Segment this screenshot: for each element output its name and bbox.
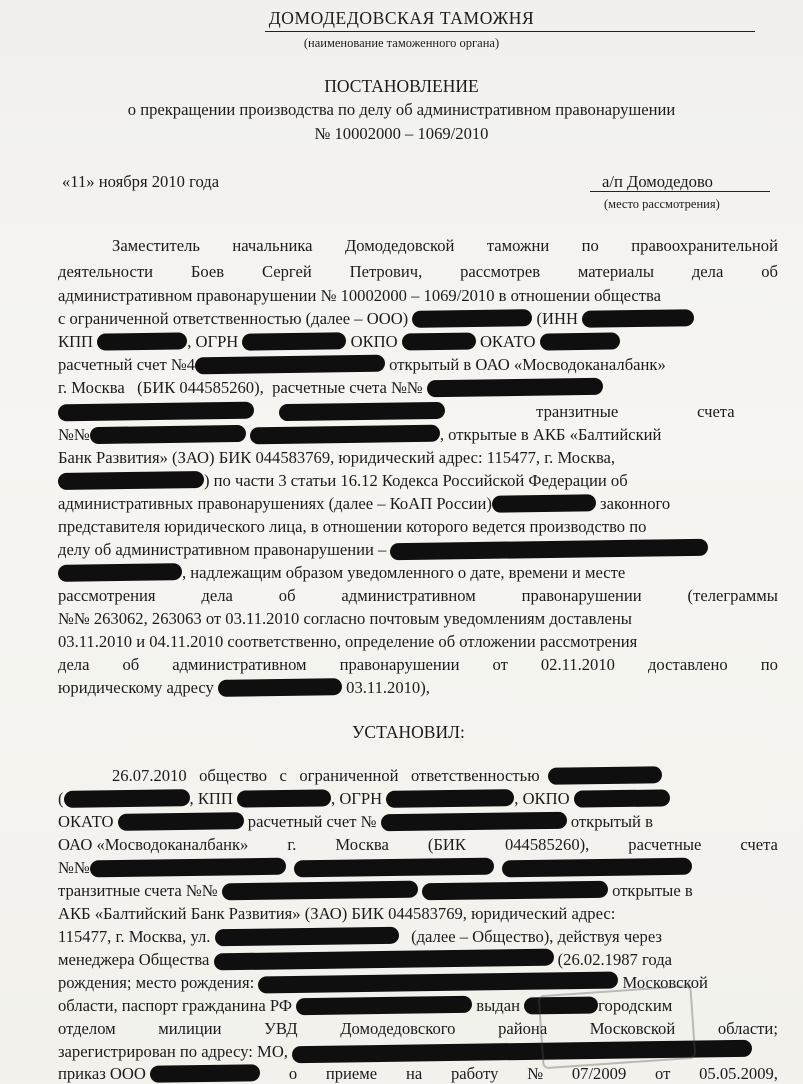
redaction-mark (242, 332, 346, 350)
place-underline (590, 191, 770, 192)
text-line: 115477, г. Москва, ул. (далее – Общество), действуя через (58, 927, 662, 946)
text-line: ОКАТО расчетный счет № открытый в (58, 812, 653, 831)
organization-name: ДОМОДЕДОВСКАЯ ТАМОЖНЯ (268, 8, 535, 28)
text-line: отделом милиции УВД Домодедовского района Московской области; (58, 1019, 778, 1038)
redaction-mark (58, 563, 182, 582)
redaction-mark (237, 789, 331, 807)
redaction-mark (58, 402, 254, 422)
organization-caption: (наименование таможенного органа) (303, 36, 500, 50)
text-line: Заместитель начальника Домодедовской таможни по правоохранительной (112, 236, 778, 255)
text-line: ОАО «Мосводоканалбанк» г. Москва (БИК 044585260), расчетные счета (58, 835, 778, 854)
text-line: №№ (58, 858, 692, 878)
document-date: «11» ноября 2010 года (62, 172, 220, 191)
redaction-mark (118, 812, 244, 831)
text-line: Банк Развития» (ЗАО) БИК 044583769, юридический адрес: 115477, г. Москва, (58, 448, 616, 467)
redaction-mark (412, 309, 532, 328)
text-line: 03.11.2010 и 04.11.2010 соответственно, определение об отложении рассмотрения (58, 632, 638, 651)
redaction-mark (427, 378, 603, 397)
text-line: приказ ООО о приеме на работу № 07/2009 от 05.05.2009, (58, 1064, 778, 1083)
section-title: УСТАНОВИЛ: (352, 722, 465, 742)
text-line: представителя юридического лица, в отношении которого ведется производство по (58, 517, 647, 536)
redaction-mark (539, 332, 619, 350)
text-line: ( , КПП , ОГРН , ОКПО (58, 789, 670, 809)
text-line: расчетный счет №4 открытый в ОАО «Мосводоканалбанк» (58, 355, 666, 374)
text-line: 26.07.2010 общество с ограниченной ответственностью (112, 766, 662, 786)
document-type: ПОСТАНОВЛЕНИЕ (324, 76, 479, 96)
text-line: транзитные счета №№ открытые в (58, 881, 693, 900)
text-line: №№ , открытые в АКБ «Балтийский (58, 425, 662, 444)
redaction-mark (63, 789, 189, 808)
text-line: рассмотрения дела об административном правонарушении (телеграммы (58, 586, 778, 605)
text-line: транзитные счета (58, 402, 735, 422)
redaction-mark (492, 494, 596, 512)
organization-underline (265, 31, 755, 32)
text-line: деятельности Боев Сергей Петрович, рассмотрев материалы дела об (58, 262, 778, 281)
text-line: , надлежащим образом уведомленного о дате, времени и месте (58, 563, 625, 583)
redaction-mark (390, 539, 708, 560)
redaction-mark (97, 332, 187, 350)
redaction-mark (150, 1064, 260, 1083)
redaction-mark (195, 355, 385, 375)
redaction-mark (214, 927, 398, 947)
redaction-mark (218, 678, 342, 697)
review-place: а/п Домодедово (602, 172, 713, 191)
redaction-mark (294, 858, 494, 878)
redaction-mark (386, 789, 514, 808)
text-line: ) по части 3 статьи 16.12 Кодекса Российской Федерации об (58, 471, 628, 491)
text-line: административном правонарушении № 10002000 – 1069/2010 в отношении общества (58, 286, 661, 305)
redaction-mark (90, 858, 286, 878)
redaction-mark (502, 858, 692, 878)
text-line: делу об административном правонарушении – (58, 540, 708, 560)
redaction-mark (402, 332, 476, 350)
redaction-mark (213, 949, 553, 971)
text-line: области, паспорт гражданина РФ выдан городским (58, 996, 673, 1015)
redaction-mark (90, 425, 246, 444)
text-line: КПП , ОГРН ОКПО ОКАТО (58, 332, 620, 352)
redaction-mark (548, 766, 662, 785)
text-line: административных правонарушениях (далее – КоАП России) законного (58, 494, 671, 513)
redaction-mark (422, 881, 608, 901)
text-line: менеджера Общества (26.02.1987 года (58, 950, 673, 969)
redaction-mark (279, 402, 445, 421)
text-line: рождения; место рождения: Московской (58, 973, 708, 992)
redaction-mark (222, 881, 418, 901)
stamp-impression (538, 985, 697, 1070)
text-line: АКБ «Балтийский Банк Развития» (ЗАО) БИК 044583769, юридический адрес: (58, 904, 616, 923)
redaction-mark (381, 812, 567, 832)
redaction-mark (250, 425, 440, 445)
text-line: юридическому адресу 03.11.2010), (58, 678, 430, 697)
text-line: зарегистрирован по адресу: МО, (58, 1042, 752, 1062)
document-subject: о прекращении производства по делу об административном правонарушении (127, 100, 676, 119)
text-line: г. Москва (БИК 044585260), расчетные счета №№ (58, 378, 603, 398)
text-line: дела об административном правонарушении от 02.11.2010 доставлено по (58, 655, 778, 674)
redaction-mark (582, 309, 694, 328)
redaction-mark (258, 971, 618, 993)
case-number: № 10002000 – 1069/2010 (314, 124, 489, 143)
redaction-mark (574, 789, 670, 807)
place-caption: (место рассмотрения) (604, 197, 720, 211)
text-line: с ограниченной ответственностью (далее – ООО) (ИНН (58, 309, 694, 329)
redaction-mark (58, 471, 204, 490)
text-line: №№ 263062, 263063 от 03.11.2010 согласно почтовым уведомлениям доставлены (58, 609, 632, 628)
redaction-mark (296, 996, 472, 1015)
